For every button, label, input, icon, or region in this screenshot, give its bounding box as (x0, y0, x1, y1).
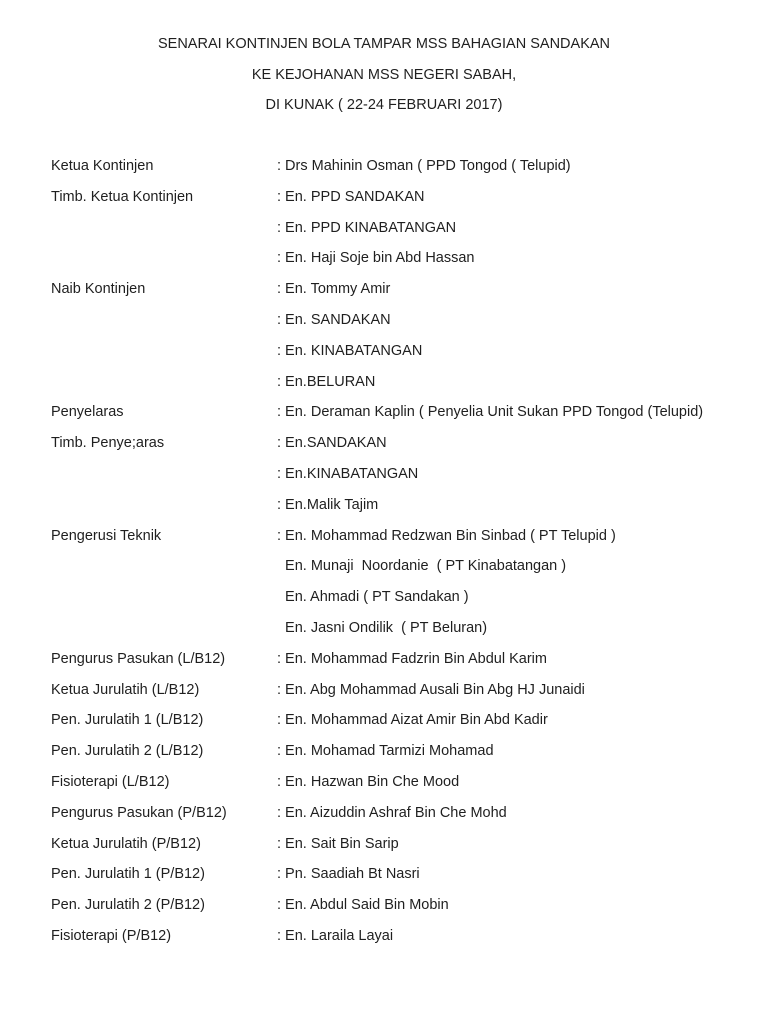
roster-person: En. Ahmadi ( PT Sandakan ) (277, 589, 469, 606)
title-line-2: KE KEJOHANAN MSS NEGERI SABAH, (251, 66, 517, 83)
roster-row (51, 586, 751, 617)
roster-person: : En. Tommy Amir (277, 281, 391, 298)
roster-row (51, 802, 751, 833)
roster-person: : En. SANDAKAN (277, 311, 391, 328)
roster-role: Pengurus Pasukan (L/B12) (51, 650, 226, 667)
roster-role: Pen. Jurulatih 1 (P/B12) (51, 866, 205, 883)
roster-role: Fisioterapi (P/B12) (51, 927, 172, 944)
roster-row (51, 340, 751, 371)
roster-row (51, 217, 751, 248)
roster-row (51, 278, 751, 309)
roster-person: En. Jasni Ondilik ( PT Beluran) (277, 619, 488, 636)
roster-row (51, 494, 751, 525)
roster-row (51, 371, 751, 402)
roster-role: Naib Kontinjen (51, 281, 146, 298)
roster-person: : En. Haji Soje bin Abd Hassan (277, 250, 475, 267)
roster-person: En. Munaji Noordanie ( PT Kinabatangan ) (277, 558, 567, 575)
roster-role: Timb. Penye;aras (51, 435, 165, 452)
roster-role: Pen. Jurulatih 1 (L/B12) (51, 712, 204, 729)
roster-role: Pengurus Pasukan (P/B12) (51, 804, 227, 821)
roster-person: : En.BELURAN (277, 373, 376, 390)
roster-row (51, 401, 751, 432)
roster-person: : Pn. Saadiah Bt Nasri (277, 866, 420, 883)
roster-row (51, 155, 751, 186)
roster-role: Timb. Ketua Kontinjen (51, 188, 194, 205)
roster-person: : En. Abg Mohammad Ausali Bin Abg HJ Junaidi (277, 681, 585, 698)
roster-person: : En.SANDAKAN (277, 435, 387, 452)
roster-person: : En. KINABATANGAN (277, 342, 423, 359)
roster-person: : En. Sait Bin Sarip (277, 835, 399, 852)
roster-row (51, 525, 751, 556)
roster-person: : En. Mohamad Tarmizi Mohamad (277, 743, 494, 760)
title-line-3: DI KUNAK ( 22-24 FEBRUARI 2017) (265, 97, 503, 113)
document-title (0, 33, 768, 125)
roster-person: : En. Abdul Said Bin Mobin (277, 897, 449, 914)
roster-row (51, 432, 751, 463)
contingent-roster (51, 155, 751, 956)
title-line-1: SENARAI KONTINJEN BOLA TAMPAR MSS BAHAGIAN SANDAKAN (157, 36, 611, 52)
roster-role: Ketua Jurulatih (L/B12) (51, 681, 200, 698)
roster-person: : En. PPD KINABATANGAN (277, 219, 457, 236)
roster-row (51, 648, 751, 679)
roster-person: : En. Mohammad Redzwan Bin Sinbad ( PT Telupid ) (277, 527, 616, 544)
roster-person: : En. Hazwan Bin Che Mood (277, 773, 460, 790)
roster-person: : En. Aizuddin Ashraf Bin Che Mohd (277, 804, 507, 821)
roster-person: : En. Deraman Kaplin ( Penyelia Unit Sukan PPD Tongod (Telupid) (277, 404, 704, 421)
roster-row (51, 617, 751, 648)
roster-role: Penyelaras (51, 404, 124, 421)
roster-row (51, 709, 751, 740)
roster-person: : En. Mohammad Fadzrin Bin Abdul Karim (277, 650, 547, 667)
roster-row (51, 186, 751, 217)
roster-person: : En.Malik Tajim (277, 496, 379, 513)
roster-row (51, 679, 751, 710)
roster-role: Fisioterapi (L/B12) (51, 773, 170, 790)
roster-row (51, 925, 751, 956)
roster-person: : En.KINABATANGAN (277, 465, 419, 482)
roster-row (51, 771, 751, 802)
roster-row (51, 833, 751, 864)
roster-role: Ketua Kontinjen (51, 158, 154, 174)
roster-row (51, 863, 751, 894)
roster-row (51, 463, 751, 494)
roster-row (51, 555, 751, 586)
roster-row (51, 894, 751, 925)
roster-role: Pengerusi Teknik (51, 527, 162, 544)
roster-role: Pen. Jurulatih 2 (P/B12) (51, 897, 205, 914)
roster-role: Ketua Jurulatih (P/B12) (51, 835, 201, 852)
roster-row (51, 247, 751, 278)
roster-row (51, 309, 751, 340)
roster-person: : En. PPD SANDAKAN (277, 188, 425, 205)
roster-person: : Drs Mahinin Osman ( PPD Tongod ( Telupid) (277, 158, 571, 174)
roster-role: Pen. Jurulatih 2 (L/B12) (51, 743, 204, 760)
roster-person: : En. Laraila Layai (277, 927, 394, 944)
roster-person: : En. Mohammad Aizat Amir Bin Abd Kadir (277, 712, 548, 729)
roster-row (51, 740, 751, 771)
